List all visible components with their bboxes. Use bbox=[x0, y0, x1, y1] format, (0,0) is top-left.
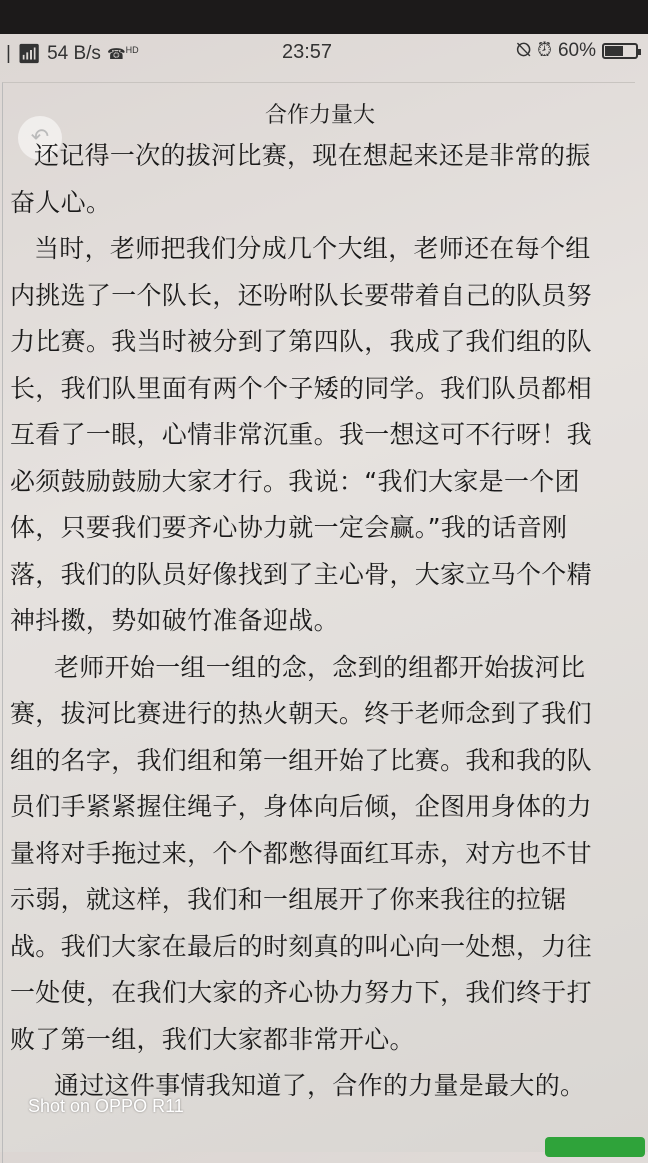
text-line: 奋人心。 bbox=[10, 187, 112, 217]
battery-icon bbox=[602, 43, 638, 59]
text-line: 必须鼓励鼓励大家才行。我说：“我们大家是一个团 bbox=[10, 466, 580, 496]
article-title: 合作力量大 bbox=[264, 103, 375, 128]
text-line: 战。我们大家在最后的时刻真的叫心向一处想，力往 bbox=[10, 931, 592, 961]
text-line: 内挑选了一个队长，还吩咐队长要带着自己的队员努 bbox=[10, 280, 592, 310]
clock: 23:57 bbox=[282, 41, 333, 63]
text-line: 长，我们队里面有两个个子矮的同学。我们队员都相 bbox=[10, 373, 592, 403]
back-arrow-icon: ↶ bbox=[30, 125, 50, 150]
hd-call-icon: ☎$^{HD}$ bbox=[106, 45, 139, 63]
text-line: 赛，拔河比赛进行的热火朝天。终于老师念到了我们 bbox=[10, 699, 592, 728]
text-line: 通过这件事情我知道了，合作的力量是最大的。 bbox=[54, 1071, 586, 1100]
camera-watermark: Shot on OPPO R11 bbox=[28, 1096, 184, 1116]
text-line: 量将对手拖过来，个个都憋得面红耳赤，对方也不甘 bbox=[10, 838, 592, 868]
text-line: 神抖擞，势如破竹准备迎战。 bbox=[10, 606, 339, 635]
text-line: 当时，老师把我们分成几个大组，老师还在每个组 bbox=[34, 234, 591, 263]
phone-bezel bbox=[0, 0, 648, 34]
signal-divider: | bbox=[6, 43, 11, 64]
text-line: 老师开始一组一组的念，念到的组都开始拔河比 bbox=[54, 652, 586, 682]
text-line: 互看了一眼，心情非常沉重。我一想这可不行呀！我 bbox=[10, 420, 592, 449]
battery-percent: 60% bbox=[557, 40, 596, 61]
vibrate-off-icon: ⦰ bbox=[515, 40, 532, 61]
text-line: 一处使，在我们大家的齐心协力努力下，我们终于打 bbox=[10, 978, 592, 1007]
status-bar bbox=[0, 34, 648, 70]
network-speed: 54 B/s bbox=[47, 43, 101, 64]
text-line: 落，我们的队员好像找到了主心骨，大家立马个个精 bbox=[10, 559, 592, 589]
alarm-icon: ⏰︎ bbox=[537, 40, 552, 61]
battery-fill bbox=[605, 46, 623, 56]
text-line: 员们手紧紧握住绳子，身体向后倾，企图用身体的力 bbox=[10, 792, 592, 821]
text-line: 组的名字，我们组和第一组开始了比赛。我和我的队 bbox=[10, 745, 592, 775]
article-body bbox=[10, 133, 592, 1110]
action-button[interactable] bbox=[545, 1137, 645, 1157]
wifi-icon: 📶︎ bbox=[16, 44, 42, 65]
text-line: 示弱，就这样，我们和一组展开了你来我往的拉锯 bbox=[10, 885, 567, 914]
text-line: 还记得一次的拔河比赛，现在想起来还是非常的振 bbox=[34, 141, 591, 170]
text-line: 败了第一组，我们大家都非常开心。 bbox=[10, 1024, 415, 1054]
text-line: 体，只要我们要齐心协力就一定会赢。”我的话音刚 bbox=[10, 513, 568, 542]
text-line: 力比赛。我当时被分到了第四队，我成了我们组的队 bbox=[10, 327, 592, 356]
